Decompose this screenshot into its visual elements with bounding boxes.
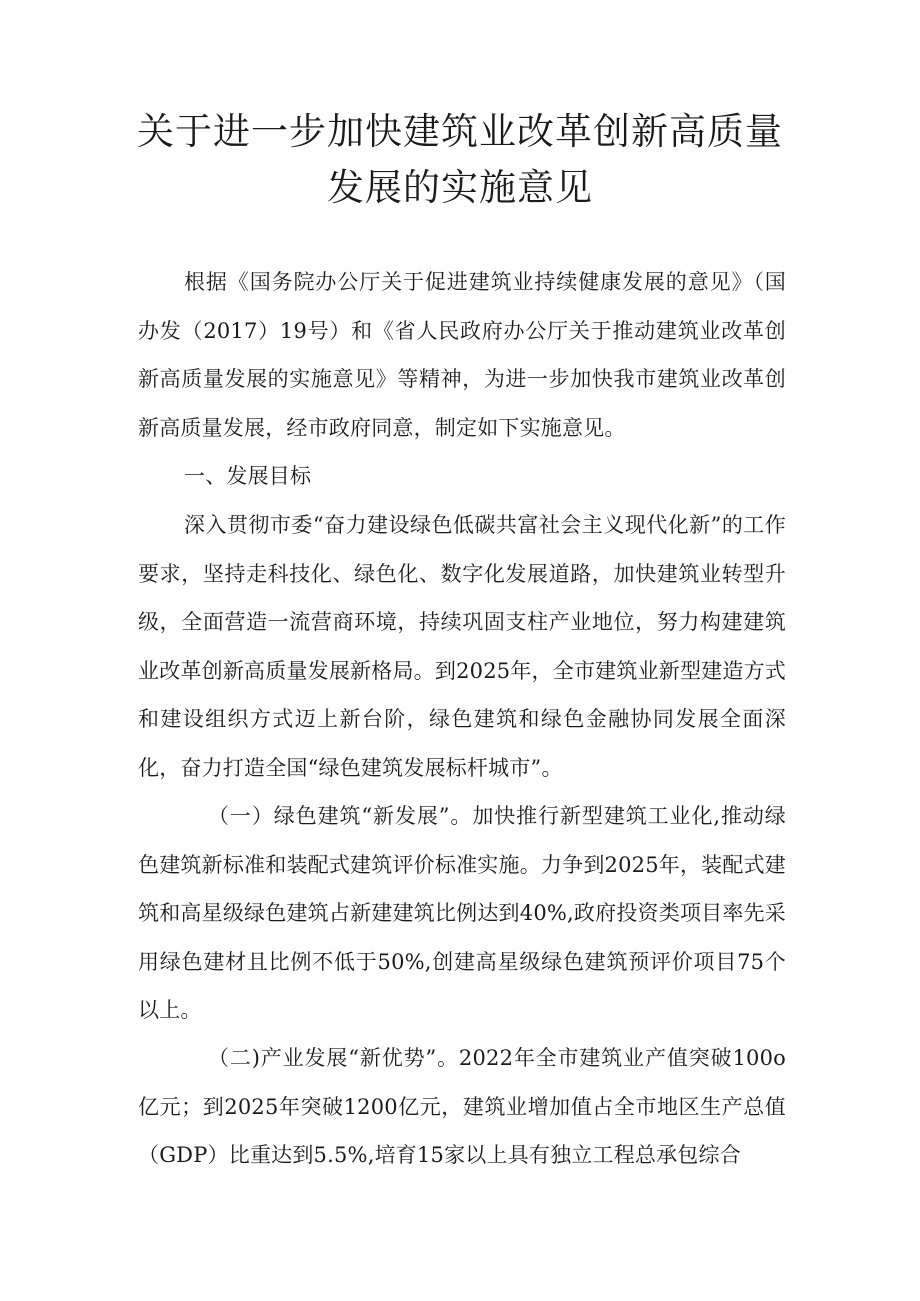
goals-paragraph: 深入贯彻市委“奋力建设绿色低碳共富社会主义现代化新”的工作要求，坚持走科技化、绿色化、数字化发展道路，加快建筑业转型升级，全面营造一流营商环境，持续巩固支柱产业地位，努力构建建筑业改革创新高质量发展新格局。到2025年，全市建筑业新型建造方式和建设组织方式迈上新台阶，绿色建筑和绿色金融协同发展全面深化，奋力打造全国“绿色建筑发展标杆城市”。 xyxy=(138,513,786,780)
section-heading-goals: 一、发展目标 xyxy=(184,464,312,488)
document-title: 关于进一步加快建筑业改革创新高质量发展的实施意见 xyxy=(137,110,783,209)
item-green-building-paragraph: （一）绿色建筑“新发展”。加快推行新型建筑工业化,推动绿色建筑新标准和装配式建筑评价标准实施。力争到2025年，装配式建筑和高星级绿色建筑占新建建筑比例达到40%,政府投资类项目率先采用绿色建材且比例不低于50%,创建高星级绿色建筑预评价项目75个以上。 xyxy=(138,804,786,1022)
item-industry-development-paragraph: （二)产业发展“新优势”。2022年全市建筑业产值突破100o亿元；到2025年突破1200亿元，建筑业增加值占全市地区生产总值（GDP）比重达到5.5%,培育15家以上具有独立工程总承包综合 xyxy=(138,1046,786,1167)
intro-paragraph: 根据《国务院办公厅关于促进建筑业持续健康发展的意见》（国办发（2017）19号）和《省人民政府办公厅关于推动建筑业改革创新高质量发展的实施意见》等精神，为进一步加快我市建筑业改革创新高质量发展，经市政府同意，制定如下实施意见。 xyxy=(138,270,786,440)
